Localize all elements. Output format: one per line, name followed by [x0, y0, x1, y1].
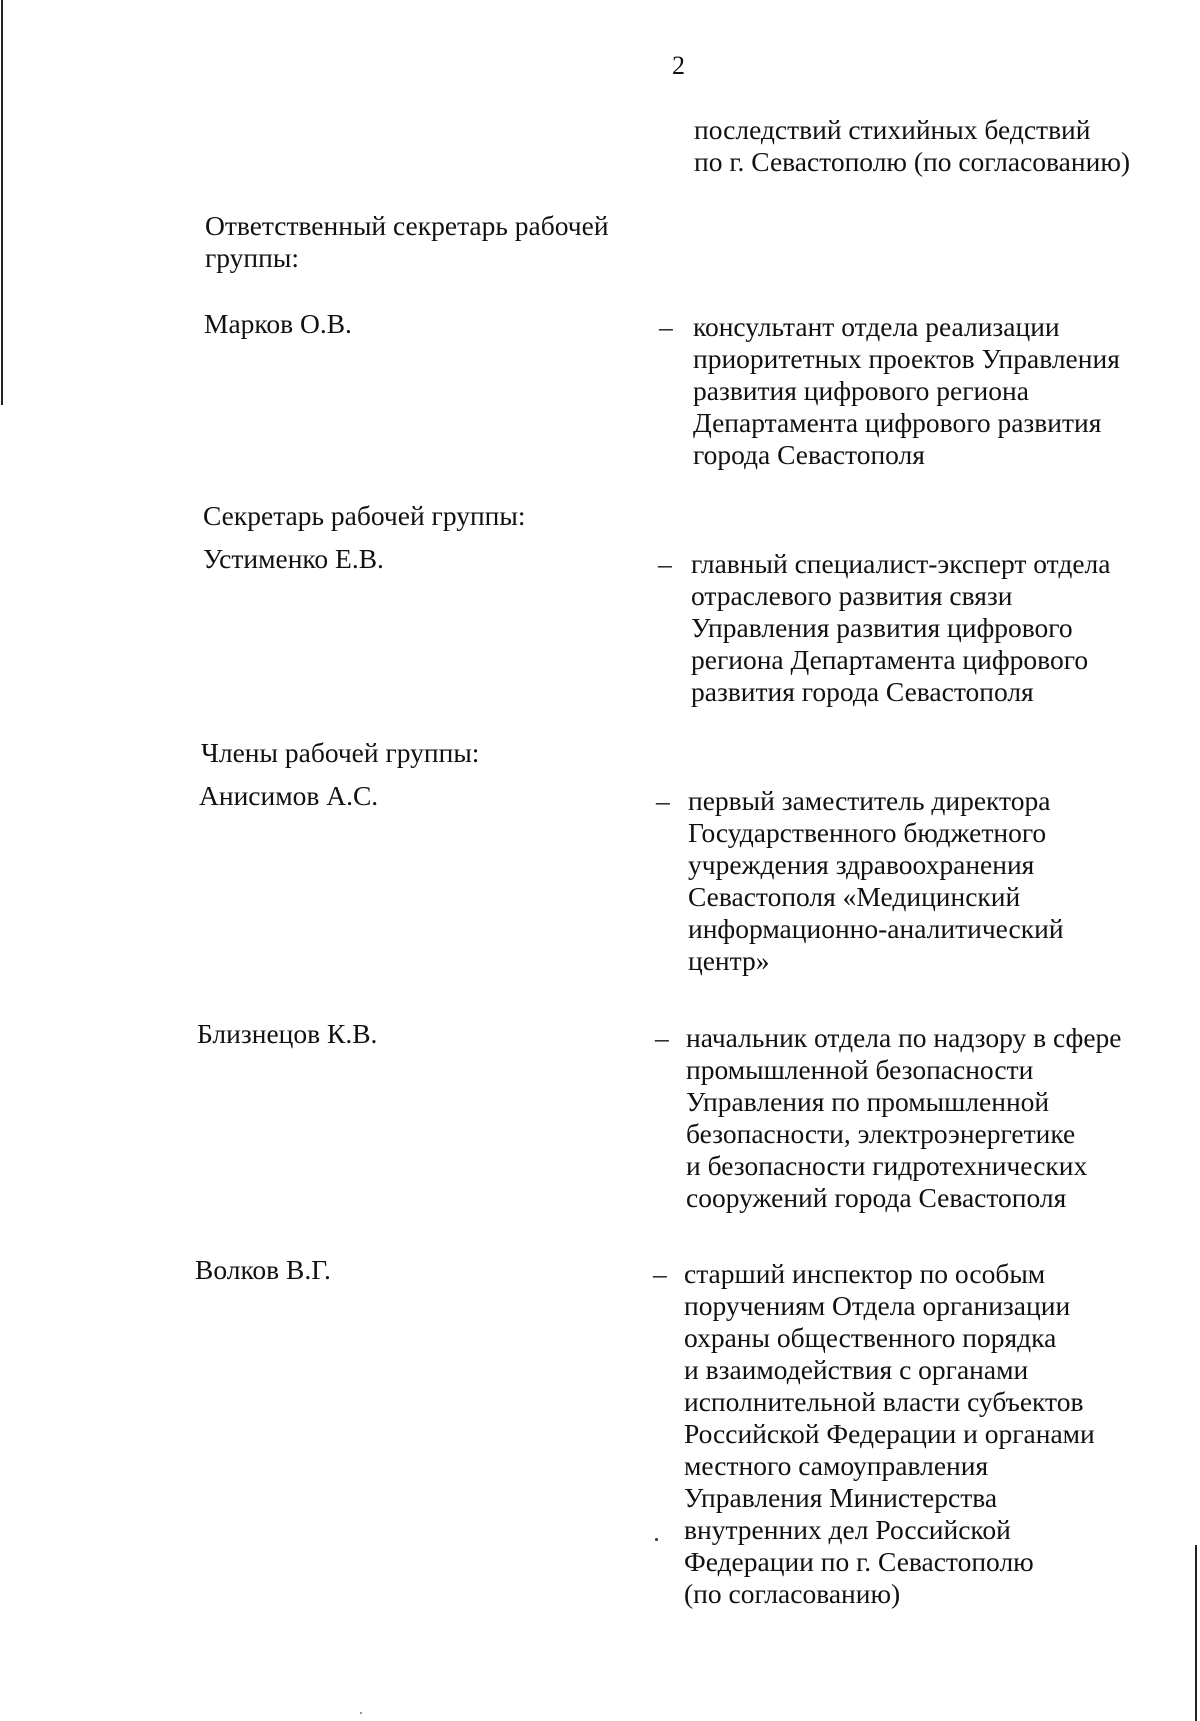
- member-position: старший инспектор по особым поручениям Отдела организации охраны общественного порядка и взаимодействия с органами исполнительной власти субъектов Российской Федерации и органами местного самоуправления Управления Министерства внутренних дел Российской Федерации по г. Севастополю (по согласованию): [684, 1258, 1095, 1609]
- member-name: Близнецов К.В.: [197, 1018, 378, 1049]
- scan-speck: [655, 1538, 658, 1541]
- member-name: Волков В.Г.: [195, 1254, 331, 1285]
- member-name: Устименко Е.В.: [203, 543, 384, 574]
- member-position: консультант отдела реализации приоритетных проектов Управления развития цифрового региона Департамента цифрового развития города Севастополя: [693, 311, 1120, 470]
- dash-separator: –: [655, 1022, 669, 1053]
- scan-speck: [360, 1712, 362, 1714]
- member-name: Анисимов А.С.: [199, 780, 379, 811]
- responsible-secretary-heading: Ответственный секретарь рабочей группы:: [205, 210, 609, 273]
- dash-separator: –: [653, 1258, 667, 1289]
- member-name: Марков О.В.: [204, 308, 352, 339]
- scan-edge-right: [1195, 1545, 1197, 1721]
- scan-edge-left: [1, 0, 3, 405]
- dash-separator: –: [658, 548, 672, 579]
- member-position: начальник отдела по надзору в сфере промышленной безопасности Управления по промышленной безопасности, электроэнергетике и безопасности гидротехнических сооружений города Севастополя: [686, 1022, 1122, 1213]
- dash-separator: –: [656, 785, 670, 816]
- dash-separator: –: [659, 311, 673, 342]
- member-position: главный специалист-эксперт отдела отраслевого развития связи Управления развития цифрового региона Департамента цифрового развития города Севастополя: [691, 548, 1111, 707]
- continuation-text: последствий стихийных бедствий по г. Севастополю (по согласованию): [694, 114, 1131, 177]
- page-number: 2: [672, 51, 685, 80]
- member-position: первый заместитель директора Государственного бюджетного учреждения здравоохранения Севастополя «Медицинский информационно-аналитический центр»: [688, 785, 1064, 976]
- members-heading: Члены рабочей группы:: [201, 737, 480, 768]
- secretary-heading: Секретарь рабочей группы:: [203, 500, 526, 531]
